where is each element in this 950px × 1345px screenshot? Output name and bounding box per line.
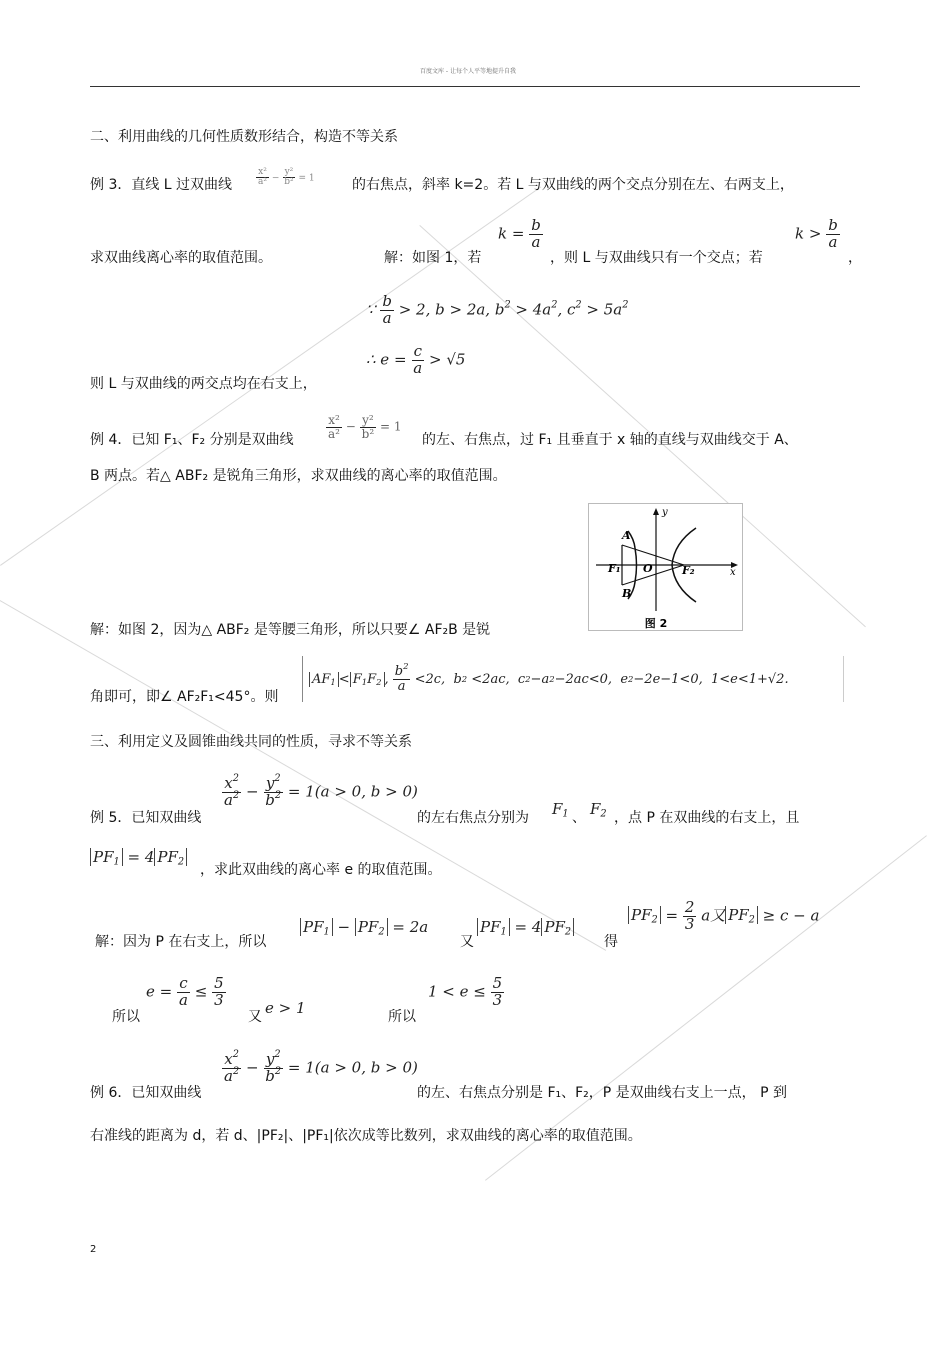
ex5-de: 得 (604, 934, 618, 950)
fig-label-f1: F₁ (608, 562, 621, 575)
ex5-suoyi2: 所以 (388, 1009, 416, 1025)
ex4-line1-end: 的左、右焦点，过 F₁ 且垂直于 x 轴的直线与双曲线交于 A、 (422, 432, 798, 448)
ex6-condition: 的左、右焦点分别是 F₁、F₂，P 是双曲线右支上一点， P 到 (417, 1085, 788, 1101)
fig-label-o: O (643, 562, 653, 575)
ex6-hyperbola-formula: $\frac{x^2}{a^2}$ − $\frac{y^2}{b^2}$ = 1(a > 0, b > 0) (224, 1049, 418, 1085)
ex4-solution-line2: 角即可，即∠ AF₂F₁<45°。则 (90, 689, 279, 705)
fig-label-b: B (622, 587, 632, 600)
ex5-definition-eq: $PF_1 - PF_2 = 2a$ (300, 918, 428, 936)
ex6-label: 例 6．已知双曲线 (90, 1085, 202, 1101)
ex3-solution-mid: ，则 L 与双曲线只有一个交点；若 (550, 250, 763, 266)
ex5-f1-symbol: $F_1$ (552, 800, 569, 820)
page-number: 2 (90, 1244, 97, 1255)
ex5-given-eq: $PF_1 = 4$ $PF_2$ (477, 918, 574, 936)
ex4-inequality-chain: $AF_1$ < $F_1F_2$ , $\frac{b^2}{a}$ <2c, b 2 <2ac, c 2 −a 2 −2ac<0, e 2 −2e−1<0, 1<e<1+√2. (302, 656, 844, 702)
ex3-solution-start: 解：如图 1，若 (384, 250, 482, 266)
ex3-condition: 的右焦点，斜率 k=2。若 L 与双曲线的两个交点分别在左、右两支上， (352, 177, 794, 193)
page-header: 百度文库 - 让每个人平等地提升自我 (420, 68, 516, 75)
ex4-line1-start: 例 4．已知 F₁、F₂ 分别是双曲线 (90, 432, 294, 448)
ex3-derivation: ∵ $\frac{b}{a}$ > 2, b > 2a, $b^2 > 4a^2$, $c^2 > 5a^2$ (366, 292, 629, 327)
ex5-solution-start: 解：因为 P 在右支上，所以 (95, 934, 267, 950)
ex5-f2-symbol: $F_2$ (590, 800, 607, 820)
ex5-condition-c: ，求此双曲线的离心率 e 的取值范围。 (200, 862, 442, 878)
ex3-solution-end: ， (848, 250, 862, 266)
ex4-line2: B 两点。若△ ABF₂ 是锐角三角形，求双曲线的离心率的取值范围。 (90, 468, 507, 484)
ex5-pf1-equals-4pf2: $PF_1 = 4$ $PF_2$ (90, 848, 187, 866)
ex5-e-lower-bound: e > 1 (265, 999, 306, 1017)
ex5-condition-a: 的左右焦点分别为 (417, 810, 529, 826)
ex4-hyperbola-formula: $\frac{\text{x²}}{\text{a²}}$ − $\frac{\text{y²}}{\text{b²}}$ = 1 (328, 413, 402, 441)
fig-label-f2: F₂ (682, 564, 695, 577)
ex6-line2: 右准线的距离为 d，若 d、|PF₂|、|PF₁|依次成等比数列，求双曲线的离心率的取值范围。 (90, 1128, 642, 1144)
fig-label-a: A (622, 529, 631, 542)
ex3-conclusion: 则 L 与双曲线的两交点均在右支上， (90, 376, 317, 392)
ex3-hyperbola-formula: $\frac{\text{x²}}{\text{a²}}$ − $\frac{\text{y²}}{\text{b²}}$ = 1 (258, 167, 315, 188)
ex5-pf2-result: $PF_2$ = $\frac{2}{3}$ a又 $PF_2 \ge c - a$ (628, 900, 819, 933)
fig-label-x: x (730, 567, 736, 578)
ex5-separator: 、 (572, 810, 586, 826)
section-2-title: 二、利用曲线的几何性质数形结合，构造不等关系 (90, 129, 398, 145)
ex4-solution-line1: 解：如图 2，因为△ ABF₂ 是等腰三角形，所以只要∠ AF₂B 是锐 (90, 622, 491, 638)
ex5-e-range: 1 < e ≤ $\frac{5}{3}$ (428, 974, 503, 1009)
ex5-condition-b: ，点 P 在双曲线的右支上，且 (614, 810, 800, 826)
fig-label-y: y (662, 507, 668, 518)
ex5-you2: 又 (248, 1009, 262, 1025)
figure-caption: 图 2 (644, 617, 668, 630)
ex5-e-upper-bound: e = $\frac{c}{a}$ ≤ $\frac{5}{3}$ (146, 974, 224, 1009)
ex5-hyperbola-formula: $\frac{x^2}{a^2}$ − $\frac{y^2}{b^2}$ = 1(a > 0, b > 0) (224, 773, 418, 809)
ex5-you: 又 (460, 934, 474, 950)
ex3-eccentricity-result: ∴ e = $\frac{c}{a}$ > √5 (366, 342, 466, 377)
ex5-suoyi: 所以 (112, 1009, 140, 1025)
figure-2-hyperbola-diagram (588, 503, 743, 631)
ex3-label: 例 3．直线 L 过双曲线 (90, 177, 233, 193)
section-3-title: 三、利用定义及圆锥曲线共同的性质，寻求不等关系 (90, 734, 412, 750)
ex5-label: 例 5．已知双曲线 (90, 810, 202, 826)
ex3-k-greater-ba: k > $\frac{b}{a}$ (795, 216, 838, 251)
header-rule (90, 86, 860, 87)
ex3-k-equals-ba: k = $\frac{b}{a}$ (498, 216, 541, 251)
ex3-question: 求双曲线离心率的取值范围。 (90, 250, 272, 266)
